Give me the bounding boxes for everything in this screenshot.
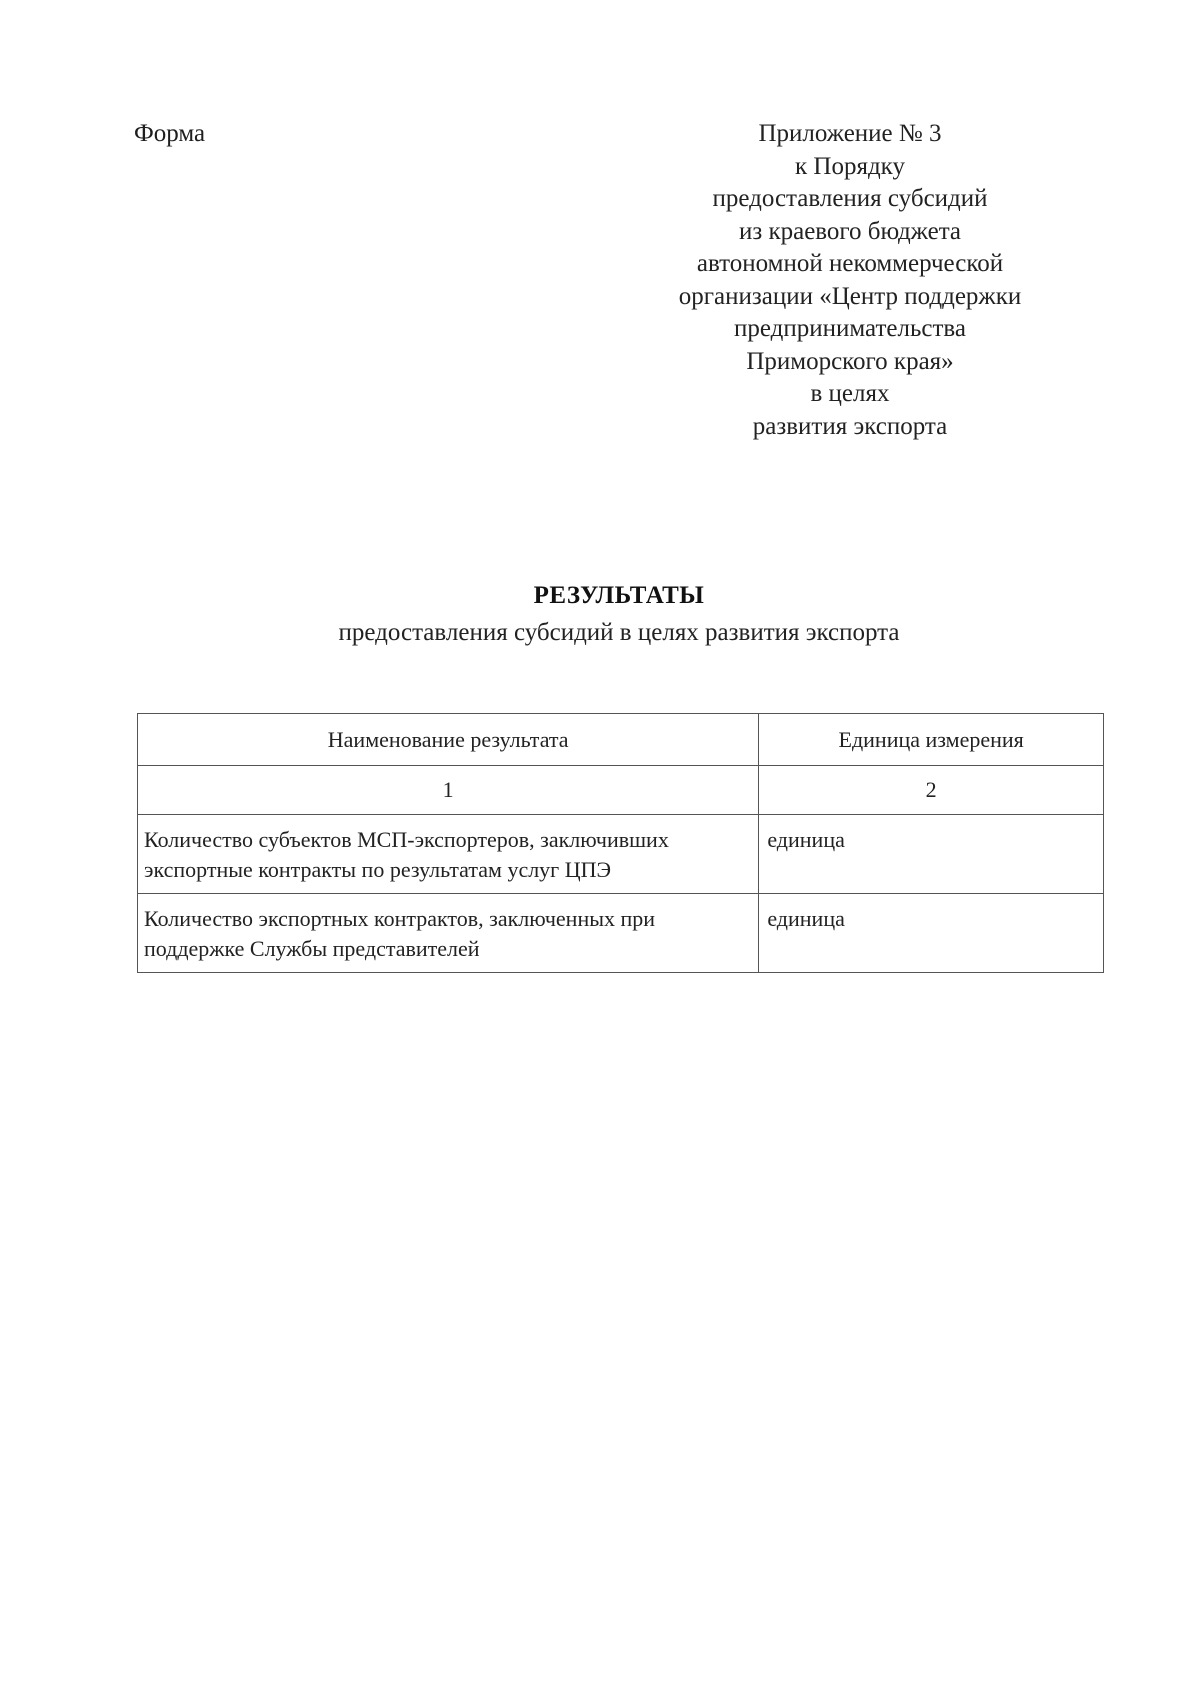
document-subtitle: предоставления субсидий в целях развития экспорта <box>338 619 900 646</box>
appendix-line: организации «Центр поддержки <box>678 282 1022 310</box>
appendix-line: предпринимательства <box>734 315 966 342</box>
column-number-1: 1 <box>138 766 759 815</box>
result-name-cell: Количество субъектов МСП-экспортеров, заключивших экспортные контракты по результатам услуг ЦПЭ <box>138 815 759 894</box>
appendix-line: развития экспорта <box>752 412 948 440</box>
appendix-line: Приморского края» <box>746 347 954 375</box>
appendix-line: автономной некоммерческой <box>696 250 1004 277</box>
form-label: Форма <box>134 120 206 147</box>
results-table <box>137 713 1104 973</box>
appendix-line: к Порядку <box>795 152 905 180</box>
header-unit: Единица измерения <box>759 714 1104 766</box>
appendix-line: в целях <box>810 380 890 407</box>
result-name-cell: Количество экспортных контрактов, заключенных при поддержке Службы представителей <box>138 894 759 973</box>
document-title: РЕЗУЛЬТАТЫ <box>533 582 705 609</box>
appendix-line: из краевого бюджета <box>738 217 962 245</box>
result-unit-cell: единица <box>759 815 1104 894</box>
table-numbering-row <box>138 766 1104 815</box>
header-result-name: Наименование результата <box>138 714 759 766</box>
column-number-2: 2 <box>759 766 1104 815</box>
appendix-line: предоставления субсидий <box>712 185 988 212</box>
table-row <box>138 894 1104 973</box>
result-unit-cell: единица <box>759 894 1104 973</box>
table-header-row <box>138 714 1104 766</box>
appendix-line: Приложение № 3 <box>758 120 942 147</box>
appendix-header <box>640 118 1060 443</box>
table-row <box>138 815 1104 894</box>
